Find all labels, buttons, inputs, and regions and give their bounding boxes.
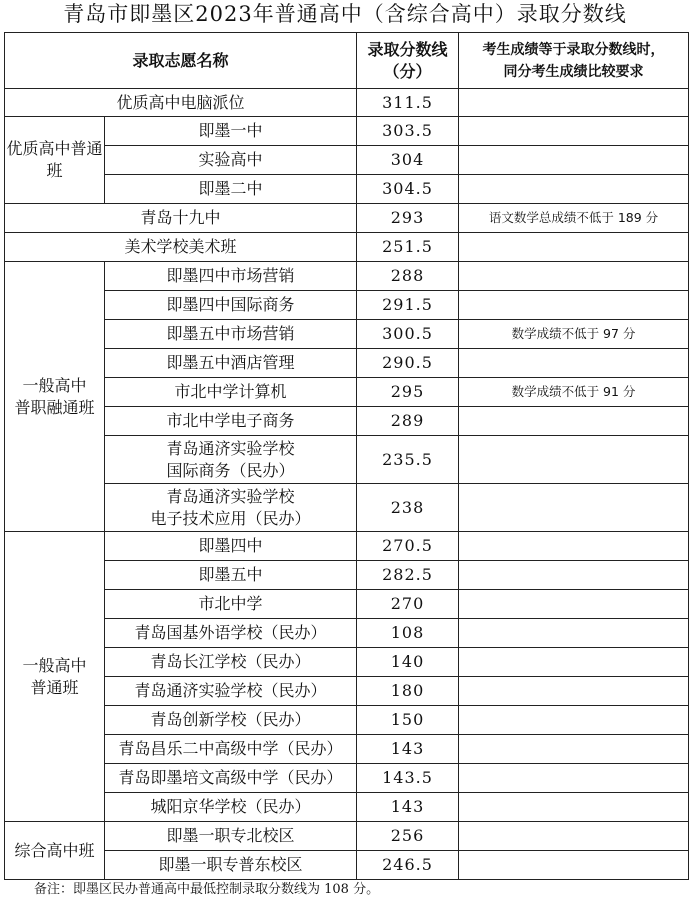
row-score: 235.5 <box>357 436 459 484</box>
row-name: 青岛通济实验学校 国际商务（民办） <box>105 436 357 484</box>
row-name: 优质高中电脑派位 <box>5 89 357 117</box>
row-score: 290.5 <box>357 349 459 378</box>
row-score: 143.5 <box>357 764 459 793</box>
table-row <box>5 117 689 146</box>
header-name: 录取志愿名称 <box>5 33 357 89</box>
row-name: 即墨二中 <box>105 175 357 204</box>
table-row <box>5 677 689 706</box>
row-score: 311.5 <box>357 89 459 117</box>
group-label: 一般高中 普职融通班 <box>5 262 105 532</box>
row-name: 市北中学计算机 <box>105 378 357 407</box>
row-name: 青岛长江学校（民办） <box>105 648 357 677</box>
table-row <box>5 320 689 349</box>
row-note <box>459 619 689 648</box>
row-note: 数学成绩不低于 97 分 <box>459 320 689 349</box>
header-req-line1: 考生成绩等于录取分数线时， <box>482 41 665 58</box>
footnote: 备注：即墨区民办普通高中最低控制录取分数线为 108 分。 <box>34 882 380 897</box>
table-row <box>5 262 689 291</box>
row-note <box>459 851 689 880</box>
row-name: 即墨五中酒店管理 <box>105 349 357 378</box>
row-note <box>459 291 689 320</box>
header-score-line2: （分） <box>383 61 432 81</box>
group-label: 综合高中班 <box>5 822 105 880</box>
table-row <box>5 822 689 851</box>
row-name: 即墨四中市场营销 <box>105 262 357 291</box>
row-name: 即墨四中 <box>105 532 357 561</box>
row-note <box>459 117 689 146</box>
row-score: 270.5 <box>357 532 459 561</box>
table-header-row <box>5 33 689 89</box>
row-note: 数学成绩不低于 91 分 <box>459 378 689 407</box>
table-row <box>5 532 689 561</box>
header-req-line2: 同分考生成绩比较要求 <box>503 63 644 80</box>
header-score-line1: 录取分数线 <box>367 39 448 59</box>
table-row <box>5 407 689 436</box>
row-note <box>459 532 689 561</box>
row-note <box>459 561 689 590</box>
page-title: 青岛市即墨区2023年普通高中（含综合高中）录取分数线 <box>63 2 627 26</box>
row-note <box>459 89 689 117</box>
row-name: 即墨一职专普东校区 <box>105 851 357 880</box>
row-score: 270 <box>357 590 459 619</box>
row-score: 150 <box>357 706 459 735</box>
row-note <box>459 735 689 764</box>
table-row <box>5 648 689 677</box>
row-name: 市北中学电子商务 <box>105 407 357 436</box>
row-score: 291.5 <box>357 291 459 320</box>
row-name: 青岛十九中 <box>5 204 357 233</box>
table-row <box>5 484 689 532</box>
table-row <box>5 793 689 822</box>
row-name: 美术学校美术班 <box>5 233 357 262</box>
row-note <box>459 175 689 204</box>
row-name: 即墨四中国际商务 <box>105 291 357 320</box>
row-name: 青岛通济实验学校（民办） <box>105 677 357 706</box>
table-row <box>5 590 689 619</box>
admission-score-table <box>4 32 689 880</box>
row-note <box>459 233 689 262</box>
row-score: 256 <box>357 822 459 851</box>
table-row <box>5 764 689 793</box>
table-row <box>5 735 689 764</box>
row-note <box>459 484 689 532</box>
row-note <box>459 590 689 619</box>
row-name: 即墨五中市场营销 <box>105 320 357 349</box>
table-row <box>5 349 689 378</box>
row-score: 251.5 <box>357 233 459 262</box>
table-row <box>5 233 689 262</box>
row-score: 293 <box>357 204 459 233</box>
group-label: 一般高中 普通班 <box>5 532 105 822</box>
row-note <box>459 764 689 793</box>
row-note <box>459 262 689 291</box>
row-name: 实验高中 <box>105 146 357 175</box>
row-score: 288 <box>357 262 459 291</box>
row-score: 238 <box>357 484 459 532</box>
group-label: 优质高中普通班 <box>5 117 105 204</box>
row-name: 青岛昌乐二中高级中学（民办） <box>105 735 357 764</box>
row-name: 即墨一中 <box>105 117 357 146</box>
table-row <box>5 706 689 735</box>
row-name: 青岛创新学校（民办） <box>105 706 357 735</box>
row-name: 市北中学 <box>105 590 357 619</box>
row-note <box>459 146 689 175</box>
row-note: 语文数学总成绩不低于 189 分 <box>459 204 689 233</box>
table-row <box>5 146 689 175</box>
row-score: 108 <box>357 619 459 648</box>
row-note <box>459 407 689 436</box>
row-score: 143 <box>357 735 459 764</box>
row-score: 289 <box>357 407 459 436</box>
header-requirement <box>459 33 689 89</box>
table-row <box>5 436 689 484</box>
row-score: 300.5 <box>357 320 459 349</box>
table-row <box>5 204 689 233</box>
row-name: 即墨五中 <box>105 561 357 590</box>
table-row <box>5 378 689 407</box>
table-row <box>5 619 689 648</box>
row-name: 青岛通济实验学校 电子技术应用（民办） <box>105 484 357 532</box>
table-row <box>5 291 689 320</box>
table-row <box>5 89 689 117</box>
row-score: 282.5 <box>357 561 459 590</box>
row-score: 140 <box>357 648 459 677</box>
row-note <box>459 793 689 822</box>
row-score: 303.5 <box>357 117 459 146</box>
row-name: 城阳京华学校（民办） <box>105 793 357 822</box>
row-score: 295 <box>357 378 459 407</box>
row-score: 246.5 <box>357 851 459 880</box>
row-note <box>459 648 689 677</box>
row-note <box>459 436 689 484</box>
row-score: 180 <box>357 677 459 706</box>
row-note <box>459 706 689 735</box>
row-name: 即墨一职专北校区 <box>105 822 357 851</box>
row-score: 143 <box>357 793 459 822</box>
table-row <box>5 561 689 590</box>
row-name: 青岛即墨培文高级中学（民办） <box>105 764 357 793</box>
row-note <box>459 349 689 378</box>
row-name: 青岛国基外语学校（民办） <box>105 619 357 648</box>
header-score <box>357 33 459 89</box>
table-row <box>5 175 689 204</box>
table-row <box>5 851 689 880</box>
row-note <box>459 822 689 851</box>
row-score: 304 <box>357 146 459 175</box>
row-note <box>459 677 689 706</box>
row-score: 304.5 <box>357 175 459 204</box>
